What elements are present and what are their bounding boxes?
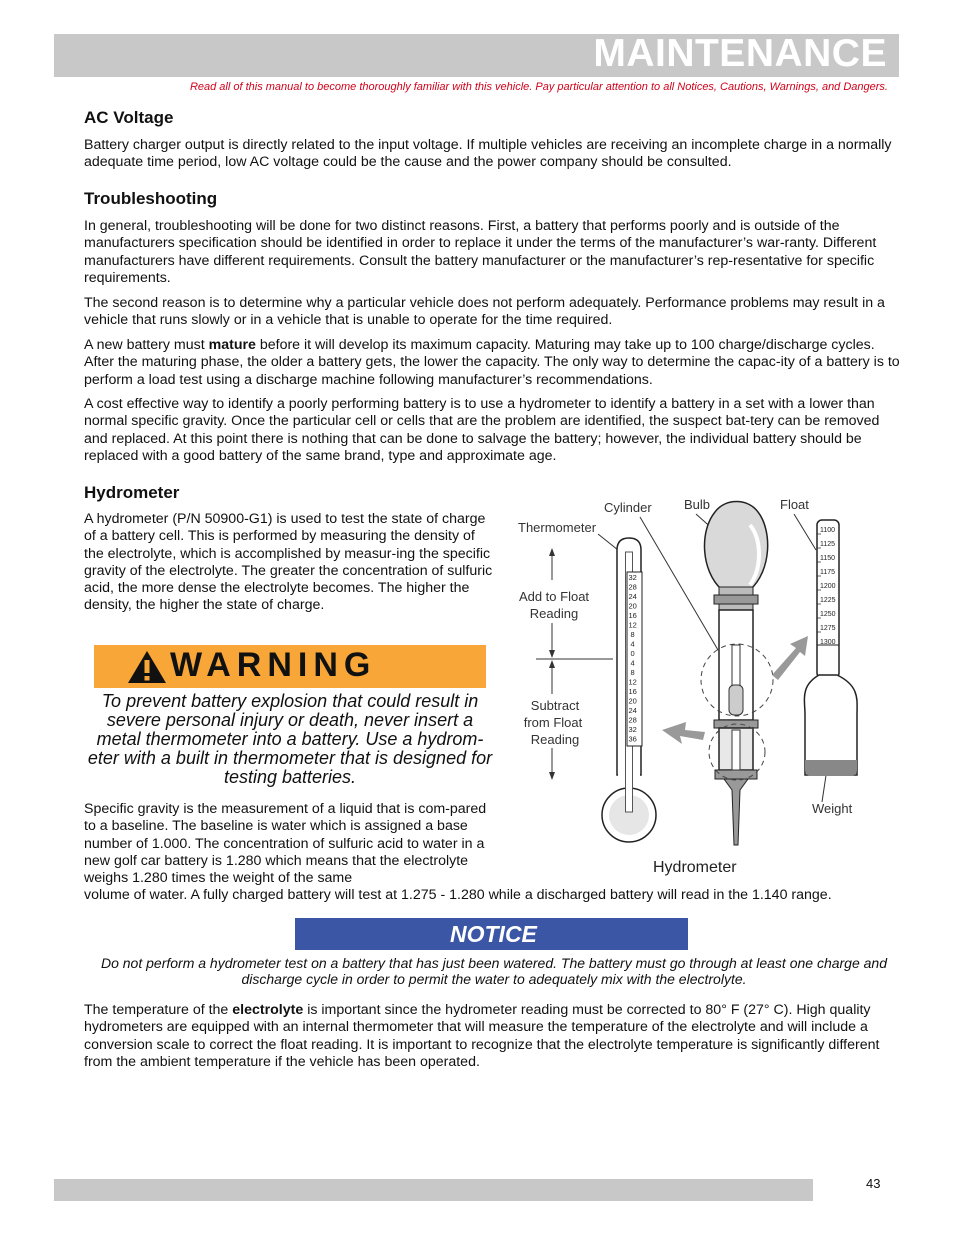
svg-text:24: 24 [628, 592, 637, 601]
hydrometer-p2-b: volume of water. A fully charged battery will test at 1.275 - 1.280 while a discharged battery will read in the 1.140 range. [84, 887, 832, 903]
notice-label: NOTICE [450, 921, 537, 947]
svg-text:8: 8 [630, 630, 635, 639]
hydrometer-heading: Hydrometer [84, 483, 180, 502]
label-float: Float [780, 497, 809, 512]
label-thermometer: Thermometer [518, 520, 597, 535]
warning-label: WARNING [170, 646, 377, 684]
label-sub-1: Subtract [530, 698, 580, 713]
svg-text:1150: 1150 [820, 555, 836, 562]
warning-triangle-icon [127, 650, 167, 684]
warning-body: To prevent battery explosion that could result in severe personal injury or death, never insert a metal thermometer into a battery. Use a hydrom-eter with a built in thermometer that is designed for testing batteries. [87, 691, 493, 787]
warning-banner [94, 645, 486, 688]
footer-bar [54, 1179, 813, 1201]
ac-voltage-body: Battery charger output is directly related to the input voltage. If multiple vehicles are receiving an incomplete charge in a normally adequate time period, low AC voltage could be the cause and the power company should be consulted. [84, 137, 892, 171]
troubleshooting-p3 [84, 337, 902, 389]
troubleshooting-p4: A cost effective way to identify a poorly performing battery is to use a hydrometer to identify a battery in a set with a lower than normal specific gravity. Once the particular cell or cells that are the problem are identified, the suspect bat-tery can be removed and replaced. At this point there is nothing that can be done to salvage the battery; however, the individual battery should be replaced with a good battery of the same brand, type and approximate age. [84, 396, 880, 464]
hydrometer-p3 [84, 1002, 902, 1071]
svg-text:12: 12 [628, 620, 637, 630]
svg-text:1175: 1175 [820, 569, 836, 576]
svg-text:1100: 1100 [820, 527, 836, 534]
p3-text-before: A new battery must [84, 337, 209, 353]
svg-text:12: 12 [628, 677, 637, 687]
svg-text:0: 0 [630, 649, 635, 658]
svg-text:24: 24 [628, 706, 637, 715]
svg-text:4: 4 [630, 658, 635, 668]
svg-text:1200: 1200 [820, 583, 836, 590]
troubleshooting-p1: In general, troubleshooting will be done for two distinct reasons. First, a battery that performs poorly and is outside of the manufacturers specification should be identified in order to replace it under the terms of the manufacturer’s war-ranty. Different manufacturers have different requirements. Consult the battery manufacturer or the manufacturer’s rep-resentative for specific requirements. [84, 218, 877, 286]
ac-voltage-heading: AC Voltage [84, 108, 174, 127]
svg-text:1250: 1250 [820, 611, 836, 618]
svg-text:16: 16 [628, 611, 637, 620]
svg-text:1275: 1275 [820, 625, 836, 632]
svg-text:28: 28 [628, 582, 637, 592]
page-title: MAINTENANCE [593, 32, 887, 75]
label-sub-3: Reading [530, 732, 580, 747]
svg-text:28: 28 [628, 715, 637, 725]
svg-text:8: 8 [630, 668, 635, 677]
notice-body: Do not perform a hydrometer test on a battery that has just been watered. The battery must go through at least one charge and discharge cycle in order to permit the water to adequately mix with the electrolyte. [100, 955, 887, 987]
hydrometer-diagram [500, 490, 900, 890]
notice-banner [295, 918, 688, 950]
troubleshooting-p2: The second reason is to determine why a particular vehicle does not perform adequately. Performance problems may result in a vehicle that runs slowly or in a vehicle that is unable to operate for the time required. [84, 295, 885, 329]
p3-electrolyte-after: is important since the hydrometer reading must be corrected to 80° F (27° C). High quality hydrometers are equipped with an internal thermometer that will measure the temperature of the electrolyte and will include a conversion scale to correct the float reading. It is important to recognize that the electrolyte temperature is significantly different from the ambient temperature if the vehicle has been operated. [84, 1002, 880, 1070]
diagram-caption: Hydrometer [653, 859, 737, 876]
svg-text:20: 20 [628, 696, 637, 706]
label-sub-2: from Float [523, 715, 583, 730]
troubleshooting-heading: Troubleshooting [84, 189, 218, 208]
label-add-2: Reading [529, 606, 579, 621]
svg-text:1125: 1125 [820, 541, 836, 548]
page-number: 43 [866, 1176, 881, 1191]
intro-note: Read all of this manual to become thoroughly familiar with this vehicle. Pay particular attention to all Notices, Cautions, Warnings, and Dangers. [189, 81, 888, 93]
label-bulb: Bulb [684, 497, 711, 512]
svg-text:4: 4 [630, 639, 635, 649]
svg-text:36: 36 [628, 734, 637, 744]
svg-text:1300: 1300 [820, 639, 836, 646]
float-scale [820, 527, 836, 646]
p3-bold-electrolyte: electrolyte [232, 1002, 304, 1018]
label-cylinder: Cylinder [604, 500, 652, 515]
p3-electrolyte-before: The temperature of the [84, 1002, 233, 1018]
label-add-1: Add to Float [518, 589, 590, 604]
svg-text:32: 32 [628, 725, 637, 734]
hydrometer-p2-a: Specific gravity is the measurement of a liquid that is com-pared to a baseline. The baseline is water which is assigned a base number of 1.000. The concentration of sulfuric acid to water in a new golf car battery is 1.280 which means that the electrolyte weighs 1.280 times the weight of the same [84, 801, 487, 887]
p3-text-after: before it will develop its maximum capacity. Maturing may take up to 100 charge/discharge cycles. After the maturing phase, the older a battery gets, the lower the capacity. The only way to determine the capac-ity of a battery is to perform a load test using a discharge machine following manufacturer’s recommendations. [84, 337, 900, 388]
header-bar [54, 34, 899, 77]
svg-text:20: 20 [628, 601, 637, 611]
svg-text:1225: 1225 [820, 597, 836, 604]
label-weight: Weight [812, 801, 853, 816]
p3-bold-mature: mature [208, 337, 256, 353]
svg-text:16: 16 [628, 687, 637, 696]
svg-text:32: 32 [628, 573, 637, 582]
hydrometer-p1: A hydrometer (P/N 50900-G1) is used to test the state of charge of a battery cell. This is performed by measuring the density of the electrolyte, which is accomplished by measur-ing the specific gravity of the electrolyte. The greater the concentration of sulfuric acid, the more dense the electrolyte becomes. The higher the density, the higher the state of charge. [84, 511, 493, 614]
